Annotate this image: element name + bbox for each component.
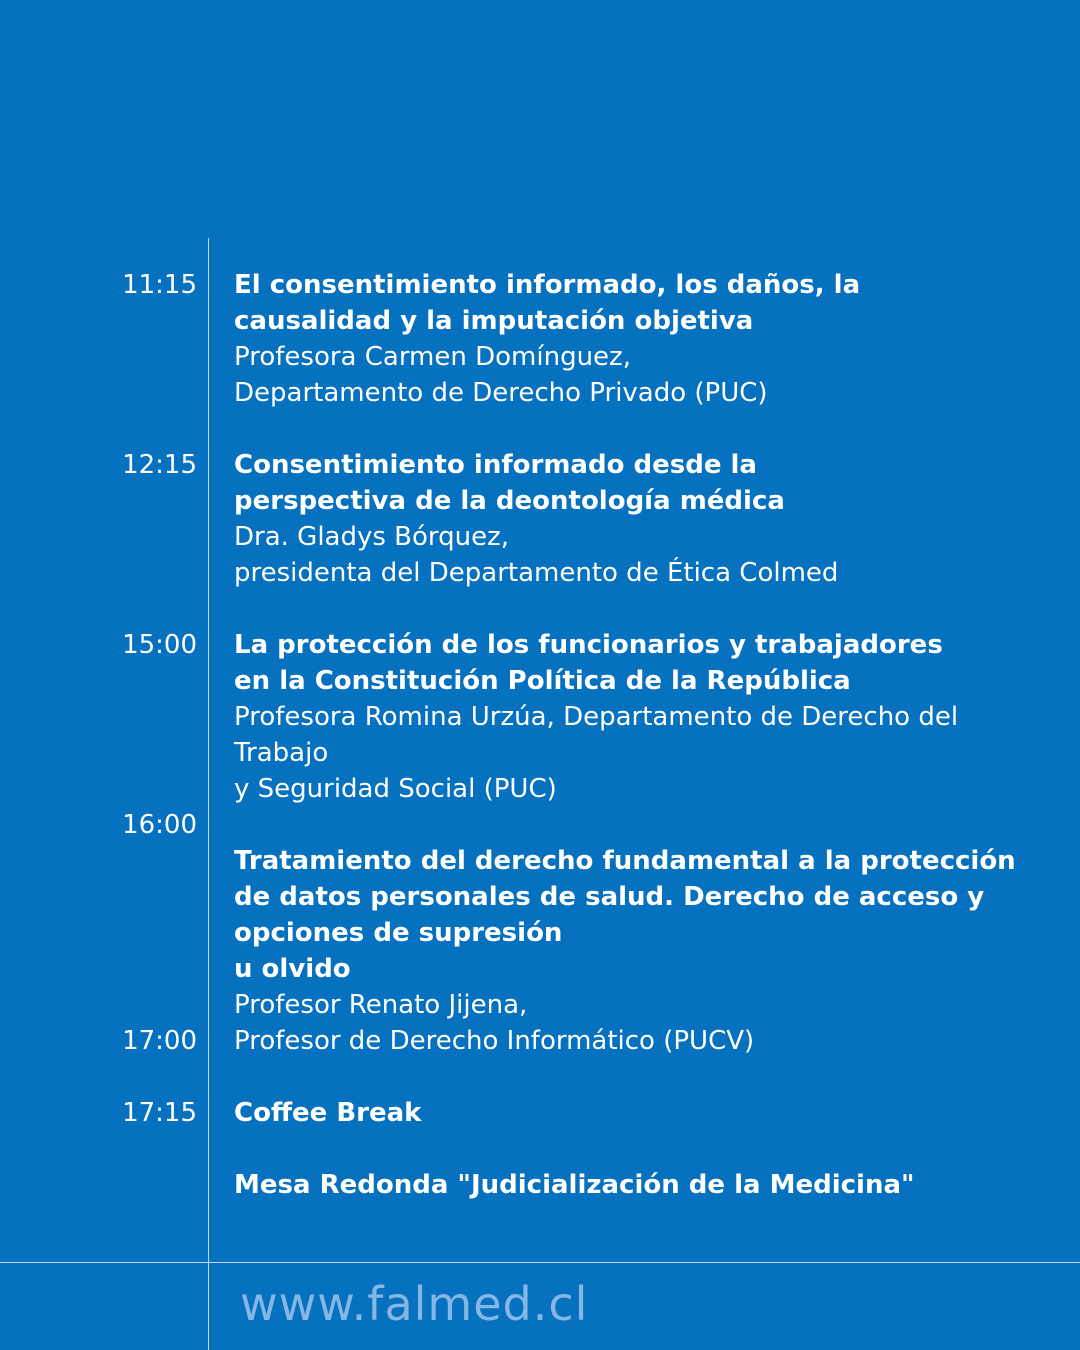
session-title: causalidad y la imputación objetiva <box>234 306 754 336</box>
session-title: El consentimiento informado, los daños, la <box>234 270 861 300</box>
session-title: perspectiva de la deontología médica <box>234 486 785 516</box>
vertical-divider <box>208 238 209 1350</box>
session-time: 12:15 <box>122 450 197 480</box>
session-speaker: y Seguridad Social (PUC) <box>234 774 557 804</box>
session-title: Mesa Redonda "Judicialización de la Medicina" <box>234 1170 915 1200</box>
session-speaker: Profesor de Derecho Informático (PUCV) <box>234 1026 755 1056</box>
session-time: 17:15 <box>122 1098 197 1128</box>
horizontal-divider <box>0 1262 1080 1263</box>
session-title: en la Constitución Política de la República <box>234 666 851 696</box>
session-speaker: Trabajo <box>234 738 329 768</box>
session-title: opciones de supresión <box>234 918 563 948</box>
session-time: 11:15 <box>122 270 197 300</box>
session-title: u olvido <box>234 954 351 984</box>
session-speaker: Departamento de Derecho Privado (PUC) <box>234 378 768 408</box>
website-url[interactable]: www.falmed.cl <box>240 1277 589 1331</box>
session-title: de datos personales de salud. Derecho de acceso y <box>234 882 985 912</box>
session-speaker: Profesora Romina Urzúa, Departamento de Derecho del <box>234 702 959 732</box>
session-title: Consentimiento informado desde la <box>234 450 757 480</box>
session-title: Tratamiento del derecho fundamental a la protección <box>234 846 1016 876</box>
session-title: La protección de los funcionarios y trabajadores <box>234 630 943 660</box>
session-speaker: Profesor Renato Jijena, <box>234 990 528 1020</box>
session-title: Coffee Break <box>234 1098 422 1128</box>
session-speaker: Dra. Gladys Bórquez, <box>234 522 510 552</box>
session-speaker: presidenta del Departamento de Ética Colmed <box>234 558 839 588</box>
session-time: 17:00 <box>122 1026 197 1056</box>
session-time: 15:00 <box>122 630 197 660</box>
session-speaker: Profesora Carmen Domínguez, <box>234 342 631 372</box>
session-time: 16:00 <box>122 810 197 840</box>
